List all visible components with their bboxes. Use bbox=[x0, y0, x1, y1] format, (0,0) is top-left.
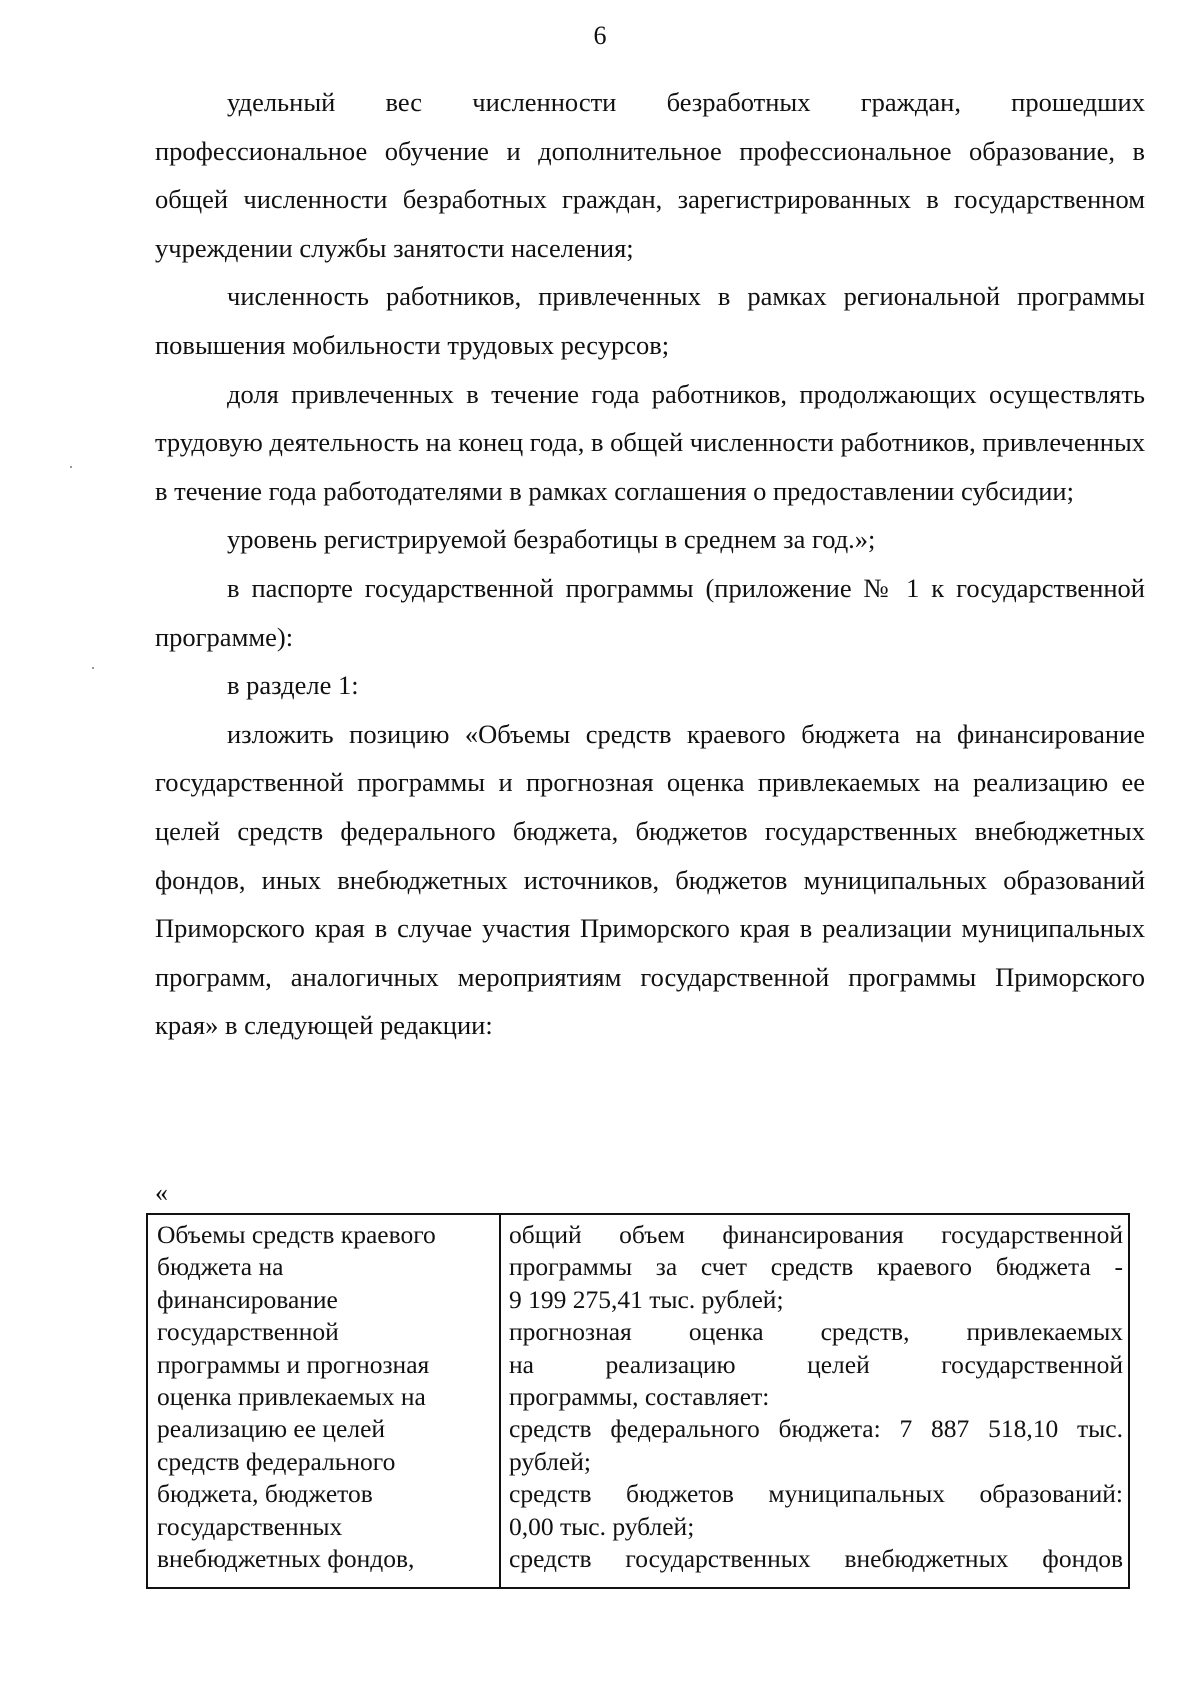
left-line: бюджета на bbox=[157, 1252, 284, 1282]
right-line: 0,00 тыс. рублей; bbox=[509, 1511, 695, 1541]
right-line: программы за счет средств краевого бюджета - bbox=[509, 1252, 1123, 1282]
left-line: внебюджетных фондов, bbox=[157, 1544, 415, 1574]
left-line: программы и прогнозная bbox=[157, 1349, 430, 1379]
scan-speck bbox=[92, 667, 94, 669]
paragraph-passport-intro: в паспорте государственной программы (приложение № 1 к государственной программе): bbox=[155, 572, 1145, 652]
left-line: государственной bbox=[157, 1317, 339, 1347]
right-line: общий объем финансирования государственной bbox=[509, 1220, 1123, 1249]
table-cell-position-name bbox=[148, 1215, 501, 1587]
paragraph-unemployment-level: уровень регистрируемой безработицы в среднем за год.»; bbox=[227, 524, 876, 555]
right-line: на реализацию целей государственной bbox=[509, 1349, 1123, 1379]
paragraph-unemployed-training-share: удельный вес численности безработных граждан, прошедших профессиональное обучение и дополнительное профессиональное образование, в общей численности безработных граждан, зарегистрированных в государственном учреждении службы занятости населения; bbox=[155, 87, 1145, 263]
document-body bbox=[155, 78, 1145, 1050]
paragraph-amendment-instruction: изложить позицию «Объемы средств краевого бюджета на финансирование государственной программы и прогнозная оценка привлекаемых на реализацию ее целей средств федерального бюджета, бюджетов государственных внебюджетных фондов, иных внебюджетных источников, бюджетов муниципальных образований Приморского края в случае участия Приморского края в реализации муниципальных программ, аналогичных мероприятиям государственной программы Приморского края» в следующей редакции: bbox=[155, 718, 1145, 1041]
passport-table bbox=[146, 1213, 1130, 1589]
right-line: средств бюджетов муниципальных образований: bbox=[509, 1479, 1123, 1509]
page-number: 6 bbox=[593, 21, 607, 50]
opening-quote: « bbox=[155, 1178, 168, 1207]
right-line: средств федерального бюджета: 7 887 518,10 тыс. bbox=[509, 1414, 1123, 1444]
left-line: государственных bbox=[157, 1511, 343, 1541]
left-line: реализацию ее целей bbox=[157, 1414, 386, 1444]
table-cell-financing-values bbox=[501, 1215, 1128, 1587]
left-line: финансирование bbox=[157, 1284, 338, 1314]
paragraph-attracted-workers-count: численность работников, привлеченных в рамках региональной программы повышения мобильности трудовых ресурсов; bbox=[155, 281, 1145, 360]
right-line: рублей; bbox=[509, 1446, 591, 1476]
right-line: 9 199 275,41 тыс. рублей; bbox=[509, 1284, 784, 1314]
right-line: средств государственных внебюджетных фондов bbox=[509, 1544, 1123, 1574]
scan-speck bbox=[70, 466, 72, 468]
left-line: Объемы средств краевого bbox=[157, 1220, 436, 1249]
left-line: оценка привлекаемых на bbox=[157, 1382, 426, 1412]
right-line: программы, составляет: bbox=[509, 1382, 770, 1412]
right-line: прогнозная оценка средств, привлекаемых bbox=[509, 1317, 1123, 1347]
paragraph-attracted-workers-share: доля привлеченных в течение года работников, продолжающих осуществлять трудовую деятельность на конец года, в общей численности работников, привлеченных в течение года работодателями в рамках соглашения о предоставлении субсидии; bbox=[155, 378, 1145, 506]
left-line: средств федерального bbox=[157, 1446, 396, 1476]
left-line: бюджета, бюджетов bbox=[157, 1479, 373, 1509]
paragraph-section-ref: в разделе 1: bbox=[227, 670, 359, 701]
